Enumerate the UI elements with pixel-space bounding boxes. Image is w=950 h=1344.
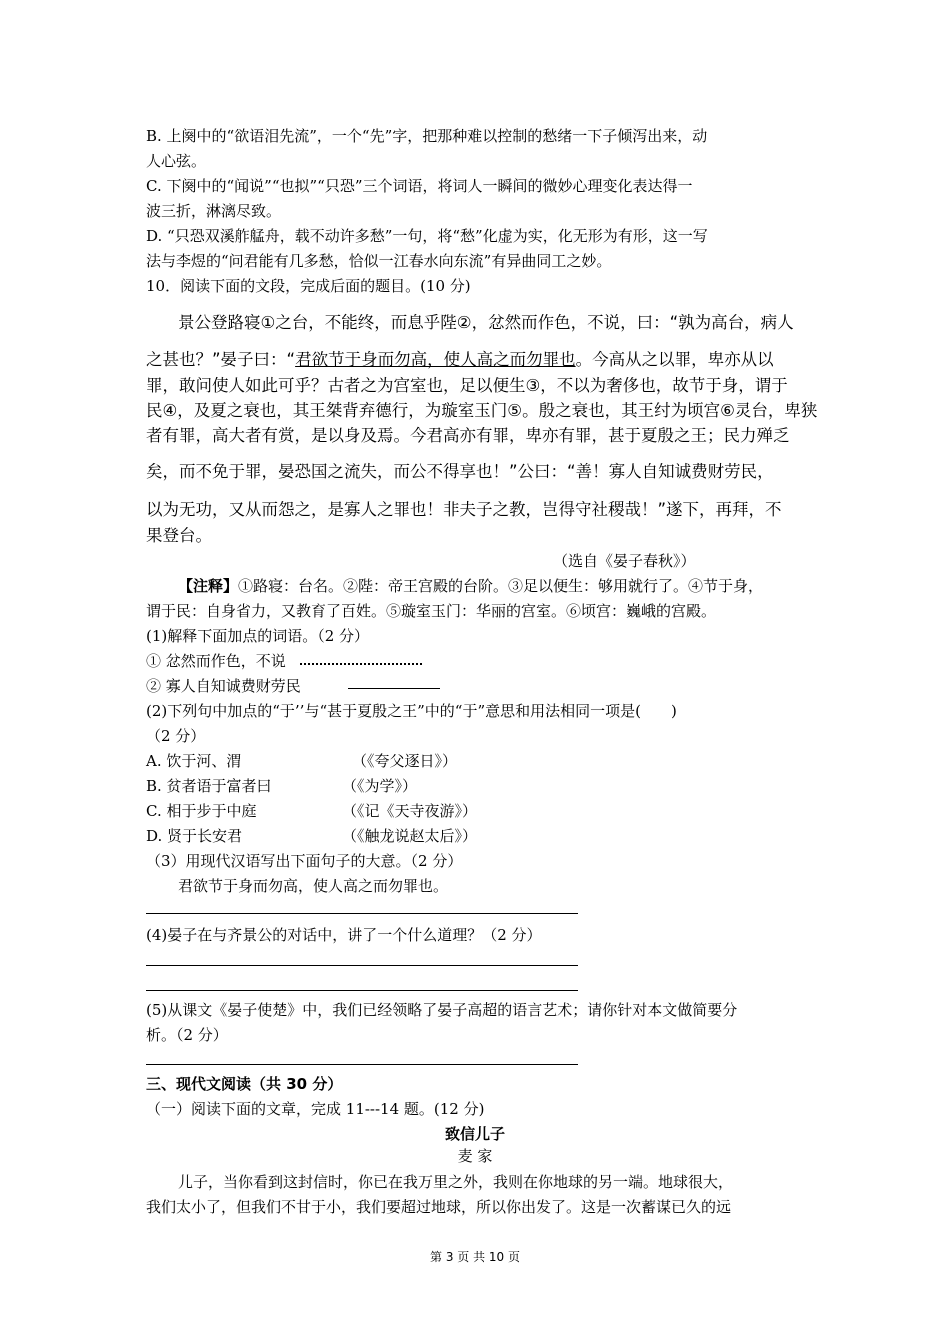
- passage-line-1: 景公登路寝①之台，不能终，而息乎陛②，忿然而作色，不说，曰：“孰为高台，病人: [178, 313, 794, 332]
- sub2-title: (2)下列句中加点的“于’’与“甚于夏殷之王”中的“于”意思和用法相同一项是( ): [146, 702, 677, 720]
- sub2-option-c: C. 相于步于中庭: [146, 802, 257, 820]
- sub4-answer-line-1[interactable]: [146, 965, 578, 966]
- notes-line-2: 谓于民：自身省力，又教育了百姓。⑤璇室玉门：华丽的宫室。⑥顷宫：巍峨的宫殿。: [146, 602, 717, 620]
- sub5-answer-line[interactable]: [146, 1064, 578, 1065]
- passage-line-2: [146, 350, 774, 370]
- sub2-option-a: A. 饮于河、渭: [146, 752, 242, 770]
- sub1-title: (1)解释下面加点的词语。（2 分）: [146, 627, 370, 645]
- passage-line-8: 果登台。: [146, 526, 212, 545]
- sub1-answer-blank-a[interactable]: [300, 663, 422, 665]
- article-paragraph-line-2: 我们太小了，但我们不甘于小，我们要超过地球，所以你出发了。这是一次蓄谋已久的远: [146, 1198, 732, 1216]
- section-3-title: 三、现代文阅读（共 30 分）: [146, 1075, 343, 1093]
- sub3-title: （3）用现代汉语写出下面句子的大意。（2 分）: [146, 852, 463, 870]
- passage-source: （选自《晏子春秋》）: [553, 552, 696, 570]
- passage-underlined-sentence: 君欲节于身而勿高，使人高之而勿罪也: [295, 350, 576, 369]
- passage-line-3: 罪，敢问使人如此可乎？古者之为宫室也，足以便生③，不以为奢侈也，故节于身，谓于: [146, 376, 788, 395]
- passage-line-2-start: 之甚也？”晏子曰：“: [146, 350, 296, 369]
- notes-label: 【注释】: [178, 577, 239, 595]
- sub2-option-c-source: （《记《天寺夜游》）: [342, 802, 478, 820]
- passage-line-5: 者有罪，高大者有赏，是以身及焉。今君高亦有罪，卑亦有罪，甚于夏殷之王；民力殚乏: [146, 426, 790, 445]
- sub1-item-b: ② 寡人自知诚费财劳民: [146, 677, 301, 695]
- sub2-option-a-source: （《夸父逐日》）: [352, 752, 458, 770]
- sub2-option-d-source: （《触龙说赵太后》）: [342, 827, 478, 845]
- passage-line-7: 以为无功，又从而怨之，是寡人之罪也！非夫子之教，岂得守社稷哉！”遂下，再拜，不: [146, 500, 782, 519]
- article-author: 麦 家: [457, 1147, 493, 1165]
- sub3-answer-line[interactable]: [146, 913, 578, 914]
- passage-line-6: 矣，而不免于罪，晏恐国之流失，而公不得享也！”公曰：“善！寡人自知诚费财劳民，: [146, 462, 774, 481]
- notes-text-1: ①路寝：台名。②陛：帝王宫殿的台阶。③足以便生：够用就行了。④节于身，: [238, 577, 764, 595]
- sub2-option-b-source: （《为学》）: [342, 777, 418, 795]
- sub5-line-1: (5)从课文《晏子使楚》中，我们已经领略了晏子高超的语言艺术；请你针对本文做简要分: [146, 1001, 738, 1019]
- option-c-line2: 波三折，淋漓尽致。: [146, 202, 282, 220]
- sub2-option-b: B. 贫者语于富者曰: [146, 777, 272, 795]
- option-b-line1: B. 上阕中的“欲语泪先流”，一个“先”字，把那种难以控制的愁绪一下子倾泻出来，动: [146, 127, 708, 145]
- sub3-sentence: 君欲节于身而勿高，使人高之而勿罪也。: [178, 877, 449, 895]
- sub1-answer-blank-b[interactable]: [348, 688, 440, 689]
- option-c-line1: C. 下阕中的“闻说”“也拟”“只恐”三个词语，将词人一瞬间的微妙心理变化表达得一: [146, 177, 693, 195]
- article-title: 致信儿子: [444, 1125, 505, 1143]
- sub2-score: （2 分）: [146, 727, 206, 745]
- article-paragraph-line-1: 儿子，当你看到这封信时，你已在我万里之外，我则在你地球的另一端。地球很大，: [178, 1173, 734, 1191]
- option-d-line1: D. “只恐双溪舴艋舟，载不动许多愁”一句，将“愁”化虚为实，化无形为有形，这一写: [146, 227, 708, 245]
- option-b-line2: 人心弦。: [146, 152, 207, 170]
- sub1-item-a: ① 忿然而作色，不说: [146, 652, 286, 670]
- sub5-line-2: 析。（2 分）: [146, 1026, 228, 1044]
- sub2-option-d: D. 贤于长安君: [146, 827, 243, 845]
- sub4-answer-line-2[interactable]: [146, 990, 578, 991]
- passage-line-2-end: 。今高从之以罪，卑亦从以: [575, 350, 774, 369]
- option-d-line2: 法与李煜的“问君能有几多愁，恰似一江春水向东流”有异曲同工之妙。: [146, 252, 612, 270]
- page-footer: 第 3 页 共 10 页: [430, 1250, 520, 1264]
- passage-line-4: 民④，及夏之衰也，其王桀背弃德行，为璇室玉门⑤。殷之衰也，其王纣为顷宫⑥灵台，卑狭: [146, 401, 818, 420]
- sub4-title: (4)晏子在与齐景公的对话中，讲了一个什么道理？（2 分）: [146, 926, 542, 944]
- section-3-part-1: （一）阅读下面的文章，完成 11---14 题。(12 分): [146, 1100, 485, 1118]
- notes-line-1: [178, 576, 763, 596]
- question-10-title: 10．阅读下面的文段，完成后面的题目。(10 分): [146, 277, 471, 295]
